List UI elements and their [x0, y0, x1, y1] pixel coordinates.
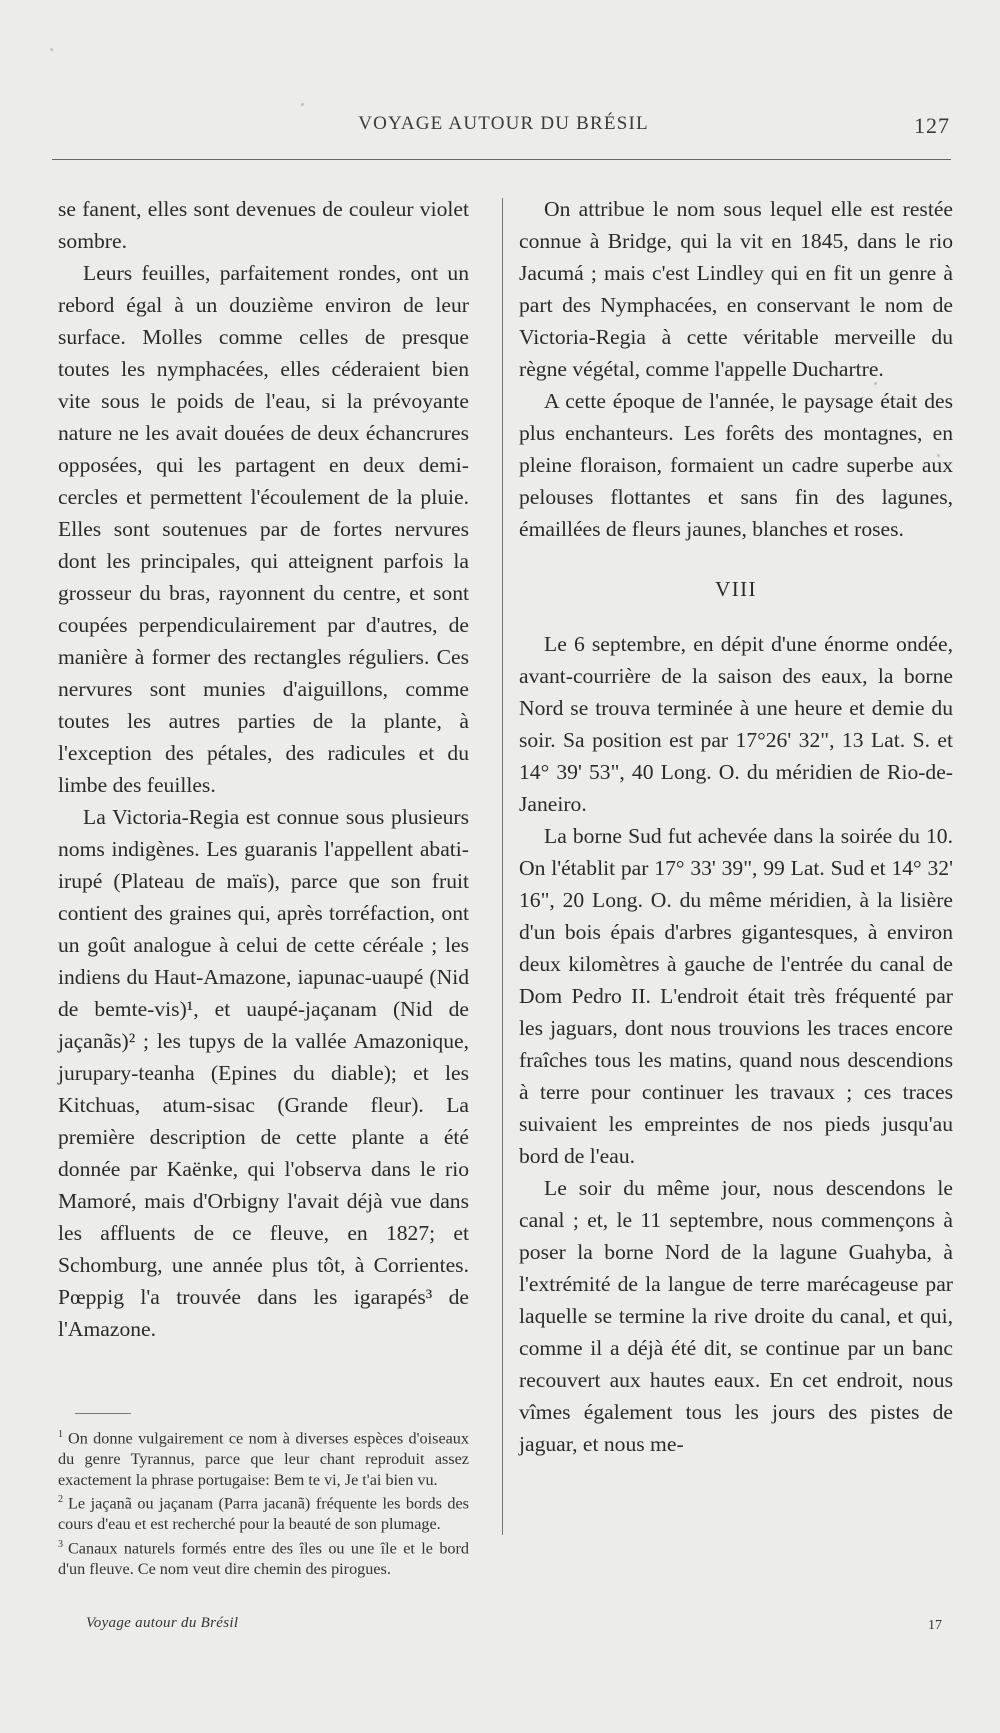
paper-speck	[50, 48, 53, 51]
printer-signature: Voyage autour du Brésil	[86, 1615, 239, 1631]
right-paragraph-north-marker: Le 6 septembre, en dépit d'une énorme ondée, avant-courrière de la saison des eaux, la borne Nord se trouva terminée à une heure et demie du soir. Sa position est par 17°26' 32", 13 Lat. S. et 14° 39' 53", 40 Long. O. du méridien de Rio-de-Janeiro.	[519, 632, 953, 816]
footnote-marker: 2	[58, 1494, 63, 1506]
left-paragraph-indigenous-names: La Victoria-Regia est connue sous plusieurs noms indigènes. Les guaranis l'appellent abati-irupé (Plateau de maïs), parce que son fruit contient des graines qui, après torréfaction, ont un goût analogue à celui de cette céréale ; les indiens du Haut-Amazone, iapunac-uaupé (Nid de bemte-vis)¹, et uaupé-jaçanam (Nid de jaçanãs)² ; les tupys de la vallée Amazonique, jurupary-teanha (Epines du diable); et les Kitchuas, atum-sisac (Grande fleur). La première description de cette plante a été donnée par Kaënke, qui l'observa dans le rio Mamoré, mais d'Orbigny l'avait déjà vue dans les affluents de ce fleuve, en 1827; et Schomburg, une année plus tôt, à Corrientes. Pœppig l'a trouvée dans les igarapés³ de l'Amazone.	[58, 805, 469, 1341]
running-header	[55, 113, 952, 143]
section-heading-viii: VIII	[715, 577, 757, 601]
footnote-3	[58, 1535, 469, 1580]
footnote-marker: 3	[58, 1538, 63, 1550]
footnote-text: Le jaçanã ou jaçanam (Parra jacanã) fréquente les bords des cours d'eau et est recherché pour la beauté de son plumage.	[58, 1494, 469, 1534]
signature-number: 17	[928, 1618, 942, 1633]
footnote-1	[58, 1425, 469, 1490]
left-paragraph-leaves: Leurs feuilles, parfaitement rondes, ont un rebord égal à un douzième environ de leur surface. Molles comme celles de presque toutes les nymphacées, elles céderaient bien vite sous le poids de l'eau, si la prévoyante nature ne les avait douées de deux échancrures opposées, qui les partagent en deux demi-cercles et permettent l'écoulement de la pluie. Elles sont soutenues par de fortes nervures dont les principales, qui atteignent parfois la grosseur du bras, rayonnent du centre, et sont coupées perpendiculairement par d'autres, de manière à former des rectangles réguliers. Ces nervures sont munies d'aiguillons, comme toutes les autres parties de la plante, à l'exception des pétales, des radicules et du limbe des feuilles.	[58, 261, 469, 797]
right-column	[519, 193, 953, 1460]
paper-speck	[301, 103, 304, 106]
header-rule	[52, 159, 951, 160]
running-title: VOYAGE AUTOUR DU BRÉSIL	[358, 113, 649, 134]
page-number: 127	[914, 113, 950, 138]
footnote-2	[58, 1490, 469, 1535]
column-divider	[502, 198, 503, 1535]
footnote-marker: 1	[58, 1429, 63, 1440]
right-paragraph-south-marker: La borne Sud fut achevée dans la soirée du 10. On l'établit par 17° 33' 39", 99 Lat. Sud et 14° 32' 16", 20 Long. O. du même méridien, à la lisière d'un bois épais d'arbres gigantesques, à environ deux kilomètres à gauche de l'entrée du canal de Dom Pedro II. L'endroit était très fréquenté par les jaguars, dont nous trouvions les traces encore fraîches tous les matins, quand nous descendions à terre pour continuer les travaux ; ces traces suivaient les empreintes de nos pieds jusqu'au bord de l'eau.	[519, 824, 953, 1168]
left-paragraph-continuation: se fanent, elles sont devenues de couleur violet sombre.	[58, 197, 469, 253]
footnote-separator	[75, 1413, 131, 1414]
footnotes	[58, 1425, 469, 1579]
footnote-text: Canaux naturels formés entre des îles ou une île et le bord d'un fleuve. Ce nom veut dire chemin des pirogues.	[58, 1539, 469, 1578]
left-column	[58, 193, 469, 1345]
footnote-text: On donne vulgairement ce nom à diverses espèces d'oiseaux du genre Tyrannus, parce que leur chant reproduit assez exactement la phrase portugaise: Bem te vi, Je t'ai bien vu.	[58, 1429, 469, 1489]
right-paragraph-guahyba-lagoon: Le soir du même jour, nous descendons le canal ; et, le 11 septembre, nous commençons à poser la borne Nord de la lagune Guahyba, à l'extrémité de la langue de terre marécageuse par laquelle se termine la rive droite du canal, et qui, comme il a déjà été dit, se continue par un banc recouvert aux hautes eaux. En cet endroit, nous vîmes également tous les jours des pistes de jaguar, et nous me-	[519, 1176, 953, 1456]
right-paragraph-name-origin: On attribue le nom sous lequel elle est restée connue à Bridge, qui la vit en 1845, dans le rio Jacumá ; mais c'est Lindley qui en fit un genre à part des Nymphacées, en conservant le nom de Victoria-Regia à cette véritable merveille du règne végétal, comme l'appelle Duchartre.	[519, 197, 953, 381]
right-paragraph-landscape: A cette époque de l'année, le paysage était des plus enchanteurs. Les forêts des montagnes, en pleine floraison, formaient un cadre superbe aux pelouses flottantes et sans fin des lagunes, émaillées de fleurs jaunes, blanches et roses.	[519, 389, 953, 541]
